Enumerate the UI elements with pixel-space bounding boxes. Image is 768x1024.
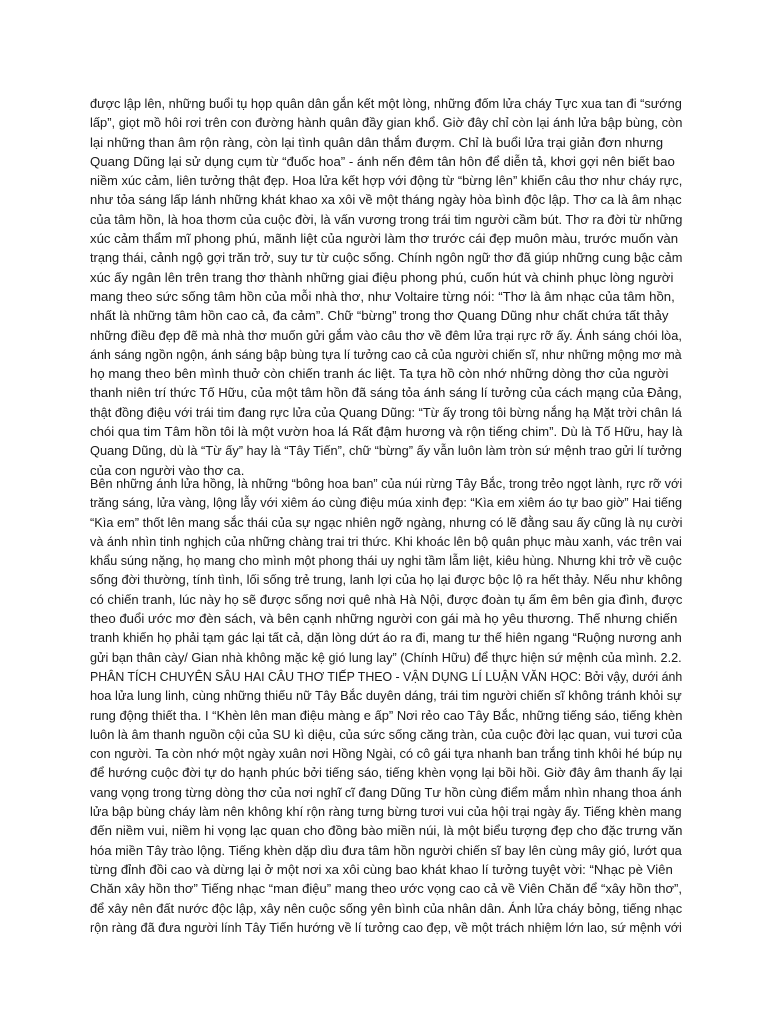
text-line: lửa bập bùng cháy làm nên không khí rộn ràng tưng bừng tươi vui của hội trại ngày ấy. Tiếng khèn mang [90, 804, 682, 820]
paragraph-1 [90, 94, 682, 480]
text-line: “Kìa em” thốt lên mang sắc thái của sự ngạc nhiên ngỡ ngàng, nhưng có lẽ đằng sau ấy cũng là nụ cười [90, 514, 683, 530]
text-line: đến niềm vui, niềm hi vọng lạc quan cho đồng bào miền núi, là một biểu tượng đẹp cho đặc trưng văn [90, 823, 683, 839]
text-line: để xây nên đất nước độc lập, xây nên cuộc sống yên bình của nhân dân. Ánh lửa cháy bỏng, tiếng nhạc [90, 900, 683, 916]
text-line: của tâm hồn, là hoa thơm của cuộc đời, là vấn vương trong trái tim người cầm bút. Thơ ra đời từ những [90, 211, 683, 227]
text-line: của con người vào thơ ca. [90, 462, 245, 478]
text-line: từng đỉnh đồi cao và dừng lại ở một nơi xa xôi cùng bao khát khao lí tưởng tuyệt vời: “Nhạc pè Viên [90, 861, 673, 877]
text-line: mang theo sức sống tâm hồn của mỗi nhà thơ, như Voltaire từng nói: “Thơ là âm nhạc của tâm hồn, [90, 288, 675, 304]
text-line: lại những than âm rộn ràng, còn lại tình quân dân thắm đượm. Chỉ là buổi lửa trại giản đơn nhưng [90, 134, 664, 150]
text-line: hóa miền Tây trào lộng. Tiếng khèn dặp dìu đưa tâm hồn người chiến sĩ bay lên cùng mây gió, lướt qua [90, 842, 682, 858]
text-line: thanh niên trí thức Tố Hữu, của một tâm hồn đã sáng tỏa ánh sáng lí tưởng của cách mạng của Đảng, [90, 385, 682, 401]
text-line: Chăn xây hồn thơ” Tiếng nhạc “man điệu” mang theo ước vọng cao cả về Viên Chăn để “xây hồn thơ”, [90, 881, 683, 897]
text-line: được lập lên, những buổi tụ họp quân dân gắn kết một lòng, những đốm lửa cháy Tực xua tan đi “sướng [90, 96, 682, 111]
paragraph-2 [90, 474, 682, 937]
text-line: theo đuổi ước mơ đèn sách, và bên cạnh những người con gái mà họ yêu thương. Thế nhưng chiến [90, 611, 678, 627]
text-line: con người. Ta còn nhớ một ngày xuân nơi Hồng Ngài, có cô gái tựa nhanh ban trắng tinh khôi hé búp nụ [90, 746, 683, 762]
text-line: sống đời thường, tính tình, lối sống trẻ trung, lanh lợi của họ lại được bộc lộ ra hết thảy. Nếu như không [90, 572, 683, 588]
text-line: khẩu súng nặng, họ mang cho mình một phong thái uy nghi tầm lẫm liệt, kiêu hùng. Nhưng khi trở về cuộc [90, 553, 682, 569]
text-line: PHÂN TÍCH CHUYÊN SÂU HAI CÂU THƠ TIẾP THEO - VẬN DỤNG LÍ LUẬN VĂN HỌC: Bởi vậy, dưới ánh [90, 668, 683, 684]
text-line: luôn là âm thanh nguồn cội của SU kì diệu, của sức sống căng tràn, của cuộc đời lạc quan, vui tươi của [90, 726, 683, 742]
text-line: xúc ấy ngân lên trên trang thơ thành những giai điệu phong phú, cuốn hút và chinh phục lòng người [90, 269, 674, 285]
text-line: họ mang theo bên mình thuở còn chiến tranh ác liệt. Ta tựa hồ còn nhớ những dòng thơ của người [90, 366, 669, 382]
text-line: để hướng cuộc đời tự do hạnh phúc bởi tiếng sáo, tiếng khèn vọng lại bồi hồi. Giờ đây âm thanh ấy lại [90, 765, 683, 781]
text-line: thật đồng điệu với trái tim đang rực lửa của Quang Dũng: “Từ ấy trong tôi bừng nắng hạ Mặt trời chân lá [90, 404, 682, 420]
text-line: hoa lửa lung linh, cùng những thiếu nữ Tây Bắc duyên dáng, trái tim người chiến sĩ không tránh khỏi sự [90, 688, 682, 704]
text-line: và ánh nhìn tinh nghịch của những chàng trai tri thức. Khi khoác lên bộ quân phục màu xanh, vác trên vai [90, 533, 682, 549]
text-line: trạng thái, cảnh ngộ gợi trăn trở, suy tư từ cuộc sống. Chính ngôn ngữ thơ đã giúp những cung bậc cảm [90, 250, 683, 266]
text-line: chói qua tim Tâm hồn tôi là một vườn hoa lá Rất đậm hương và rộn tiếng chim”. Dù là Tố Hữu, hay là [90, 424, 683, 440]
text-line: niềm xúc cảm, liên tưởng thật đẹp. Hoa lửa kết hợp với động từ “bừng lên” khiến câu thơ như cháy rực, [90, 173, 683, 189]
text-line: xúc cảm thẩm mĩ phong phú, mãnh liệt của người làm thơ trước cái đẹp muôn màu, trước muốn vàn [90, 231, 679, 247]
text-line: những điều đẹp đẽ mà nhà thơ muốn gửi gắm vào câu thơ về đêm lửa trại rực rỡ ấy. Ánh sáng chói lòa, [90, 327, 682, 343]
text-line: có chiến tranh, lúc này họ sẽ được sống nơi quê nhà Hà Nội, được đoàn tụ ấm êm bên gia đình, được [90, 591, 683, 607]
text-line: Bên những ánh lửa hồng, là những “bông hoa ban” của núi rừng Tây Bắc, trong trẻo ngọt lành, rực rỡ với [90, 476, 683, 491]
text-line: tranh khiến họ phải tạm gác lại tất cả, dặn lòng dứt áo ra đi, mang tư thế hiên ngang “Ruộng nương anh [90, 630, 682, 646]
text-line: Quang Dũng, dù là “Từ ấy” hay là “Tây Tiến”, chữ “bừng” ấy vẫn luôn làm tròn sứ mệnh trao gửi lí tưởng [90, 443, 682, 459]
text-line: rộn ràng đã đưa người lính Tây Tiến hướng về lí tưởng cao đẹp, về một trách nhiệm lớn lao, sứ mệnh với [90, 919, 682, 935]
text-line: vang vọng trong từng dòng thơ của nơi nghĩ cĩ đang Dũng Tư hồn cùng điểm mắm nhìn nhang thoa ánh [90, 784, 682, 800]
text-line: Quang Dũng lại sử dụng cụm từ “đuốc hoa” - ánh nến đêm tân hôn để diễn tả, khơi gợi nên biết bao [90, 153, 675, 169]
text-line: lấp”, giọt mồ hôi rơi trên con đường hành quân đầy gian khổ. Giờ đây chỉ còn lại ánh lửa bập bùng, còn [90, 115, 683, 131]
text-line: nhất là những tâm hồn cao cả, đa cảm”. Chữ “bừng” trong thơ Quang Dũng như chất chứa tất thảy [90, 308, 669, 324]
text-line: như tỏa sáng lấp lánh những khát khao xa xôi về một tháng ngày hòa bình độc lập. Thơ ca là âm nhạc [90, 192, 682, 208]
text-line: ánh sáng ngồn ngộn, ánh sáng bập bùng tựa lí tưởng cao cả của người chiến sĩ, như những mộng mơ mà [90, 346, 682, 362]
text-line: rung động thiết tha. I “Khèn lên man điệu màng e ấp” Nơi rẻo cao Tây Bắc, những tiếng sáo, tiếng khèn [90, 707, 683, 723]
text-line: trăng sáng, lửa vàng, lộng lẫy với xiêm áo cùng điệu múa xinh đẹp: “Kìa em xiêm áo tự bao giờ” Hai tiếng [90, 495, 683, 511]
text-line: gửi bạn thân cày/ Gian nhà không mặc kệ gió lung lay” (Chính Hữu) để thực hiện sứ mệnh của mình. 2.2. [90, 649, 682, 665]
